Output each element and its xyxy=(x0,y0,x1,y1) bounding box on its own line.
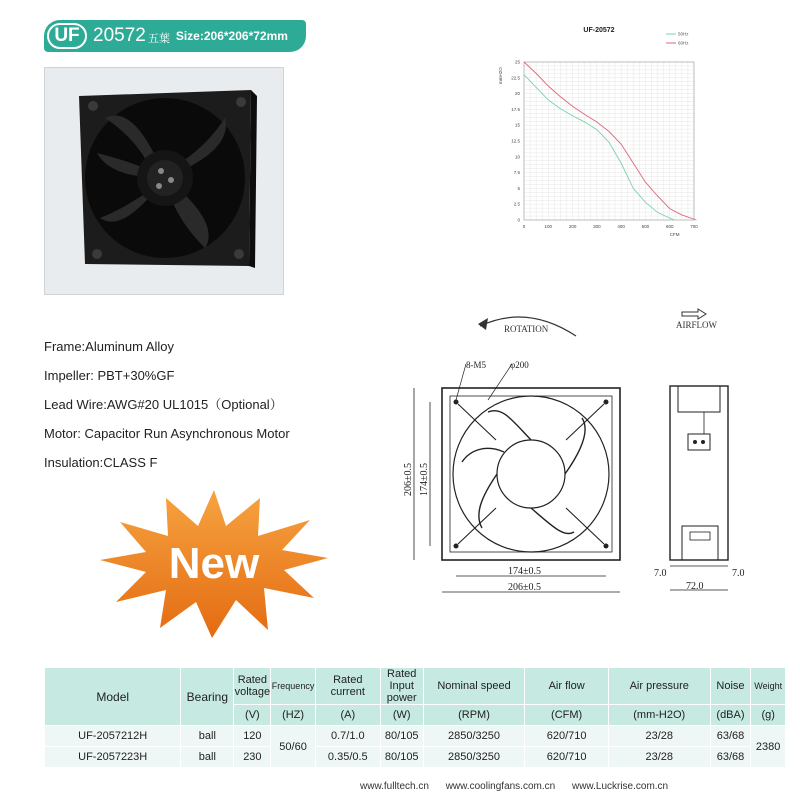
row-model: UF-2057223H xyxy=(45,747,181,768)
spec-impeller: Impeller: PBT+30%GF xyxy=(44,368,175,383)
table-row xyxy=(45,747,786,768)
x-axis-label: CFM xyxy=(669,232,680,237)
spec-table xyxy=(44,667,786,768)
col-pressure: Air pressure xyxy=(608,668,710,705)
x-tick-label: 200 xyxy=(568,224,577,229)
unit-power: (W) xyxy=(380,705,423,726)
x-tick-label: 700 xyxy=(690,224,698,229)
rotation-label: ROTATION xyxy=(504,324,549,334)
holes-label: 8-M5 xyxy=(466,360,486,370)
model-badge xyxy=(44,20,306,52)
row-weight: 2380 xyxy=(751,726,786,768)
airflow-label: AIRFLOW xyxy=(676,320,717,330)
legend-label: 60Hz xyxy=(678,40,689,46)
col-airflow: Air flow xyxy=(525,668,608,705)
x-tick-label: 300 xyxy=(593,224,601,229)
new-label: New xyxy=(168,539,260,588)
depth-dim: 72.0 xyxy=(686,581,704,592)
row-frequency: 50/60 xyxy=(271,726,315,768)
venturi-circle xyxy=(453,396,609,552)
unit-pressure: (mm-H2O) xyxy=(608,705,710,726)
product-photo xyxy=(44,67,284,295)
diameter-label: φ200 xyxy=(510,360,529,370)
hub-circle xyxy=(497,440,565,508)
spec-lead-wire: Lead Wire:AWG#20 UL1015（Optional） xyxy=(44,397,283,412)
x-tick-label: 500 xyxy=(641,224,650,229)
row-power: 80/105 xyxy=(380,726,423,747)
flange-left-dim: 7.0 xyxy=(654,568,667,579)
table-header-row xyxy=(45,668,786,705)
table-row xyxy=(45,726,786,747)
footer-link-luckrise[interactable]: www.Luckrise.com.cn xyxy=(571,781,669,792)
unit-noise: (dBA) xyxy=(710,705,751,726)
row-noise: 63/68 xyxy=(710,747,751,768)
row-airflow: 620/710 xyxy=(525,747,608,768)
x-tick-label: 400 xyxy=(617,224,625,229)
spec-insulation: Insulation:CLASS F xyxy=(44,455,158,470)
col-frequency: Frequency xyxy=(271,668,315,705)
footer-link-fulltech[interactable]: www.fulltech.cn xyxy=(360,781,429,792)
airflow-arrow xyxy=(682,309,706,319)
row-speed: 2850/3250 xyxy=(423,747,525,768)
spec-motor: Motor: Capacitor Run Asynchronous Motor xyxy=(44,426,290,441)
flange-right-dim: 7.0 xyxy=(732,568,745,579)
unit-voltage: (V) xyxy=(234,705,271,726)
row-current: 0.35/0.5 xyxy=(315,747,380,768)
footer-links xyxy=(360,781,682,792)
size-label: Size:206*206*72mm xyxy=(175,29,288,43)
y-tick-label: 0 xyxy=(517,217,520,223)
col-bearing: Bearing xyxy=(181,668,234,726)
row-voltage: 120 xyxy=(234,726,271,747)
technical-drawing xyxy=(392,300,762,600)
unit-weight: (g) xyxy=(751,705,786,726)
col-current: Rated current xyxy=(315,668,380,705)
row-pressure: 23/28 xyxy=(608,747,710,768)
row-power: 80/105 xyxy=(380,747,423,768)
brand-logo: UF xyxy=(47,23,87,49)
y-tick-label: 12.5 xyxy=(511,138,520,144)
x-tick-label: 100 xyxy=(544,224,553,229)
unit-current: (A) xyxy=(315,705,380,726)
row-noise: 63/68 xyxy=(710,726,751,747)
y-tick-label: 17.5 xyxy=(511,106,520,112)
performance-chart xyxy=(488,18,708,248)
spec-frame: Frame:Aluminum Alloy xyxy=(44,339,175,354)
unit-frequency: (HZ) xyxy=(271,705,315,726)
y-tick-label: 2.5 xyxy=(513,201,520,207)
inner-width-dim: 174±0.5 xyxy=(508,566,541,577)
legend-label: 50Hz xyxy=(678,31,689,37)
y-tick-label: 15 xyxy=(514,122,520,128)
row-voltage: 230 xyxy=(234,747,271,768)
y-tick-label: 22.5 xyxy=(511,75,520,81)
outer-height-dim: 206±0.5 xyxy=(403,463,414,496)
y-tick-label: 5 xyxy=(517,185,520,191)
row-bearing: ball xyxy=(181,747,234,768)
unit-speed: (RPM) xyxy=(423,705,525,726)
row-airflow: 620/710 xyxy=(525,726,608,747)
series-line xyxy=(524,75,675,220)
spec-list xyxy=(44,332,290,477)
row-current: 0.7/1.0 xyxy=(315,726,380,747)
y-axis-label: mmH2O xyxy=(498,67,503,84)
col-model: Model xyxy=(45,668,181,726)
y-tick-label: 25 xyxy=(514,59,520,65)
x-tick-label: 600 xyxy=(665,224,674,229)
row-model: UF-2057212H xyxy=(45,726,181,747)
footer-link-coolingfans[interactable]: www.coolingfans.com.cn xyxy=(445,781,556,792)
y-tick-label: 20 xyxy=(514,91,520,97)
col-power: Rated Input power xyxy=(380,668,423,705)
row-pressure: 23/28 xyxy=(608,726,710,747)
outer-width-dim: 206±0.5 xyxy=(508,582,541,593)
row-bearing: ball xyxy=(181,726,234,747)
col-weight: Weight xyxy=(751,668,786,705)
y-tick-label: 10 xyxy=(514,154,520,160)
row-speed: 2850/3250 xyxy=(423,726,525,747)
chart-title: UF-20572 xyxy=(583,27,615,34)
inner-height-dim: 174±0.5 xyxy=(419,463,430,496)
blades-label: 五葉 xyxy=(147,33,170,45)
col-voltage: Rated voltage xyxy=(234,668,271,705)
fan-photo-image xyxy=(45,68,283,294)
model-number: 20572 xyxy=(93,25,146,46)
col-noise: Noise xyxy=(710,668,751,705)
unit-airflow: (CFM) xyxy=(525,705,608,726)
col-speed: Nominal speed xyxy=(423,668,525,705)
y-tick-label: 7.5 xyxy=(513,170,520,176)
x-tick-label: 0 xyxy=(522,224,526,229)
new-starburst xyxy=(100,490,328,638)
